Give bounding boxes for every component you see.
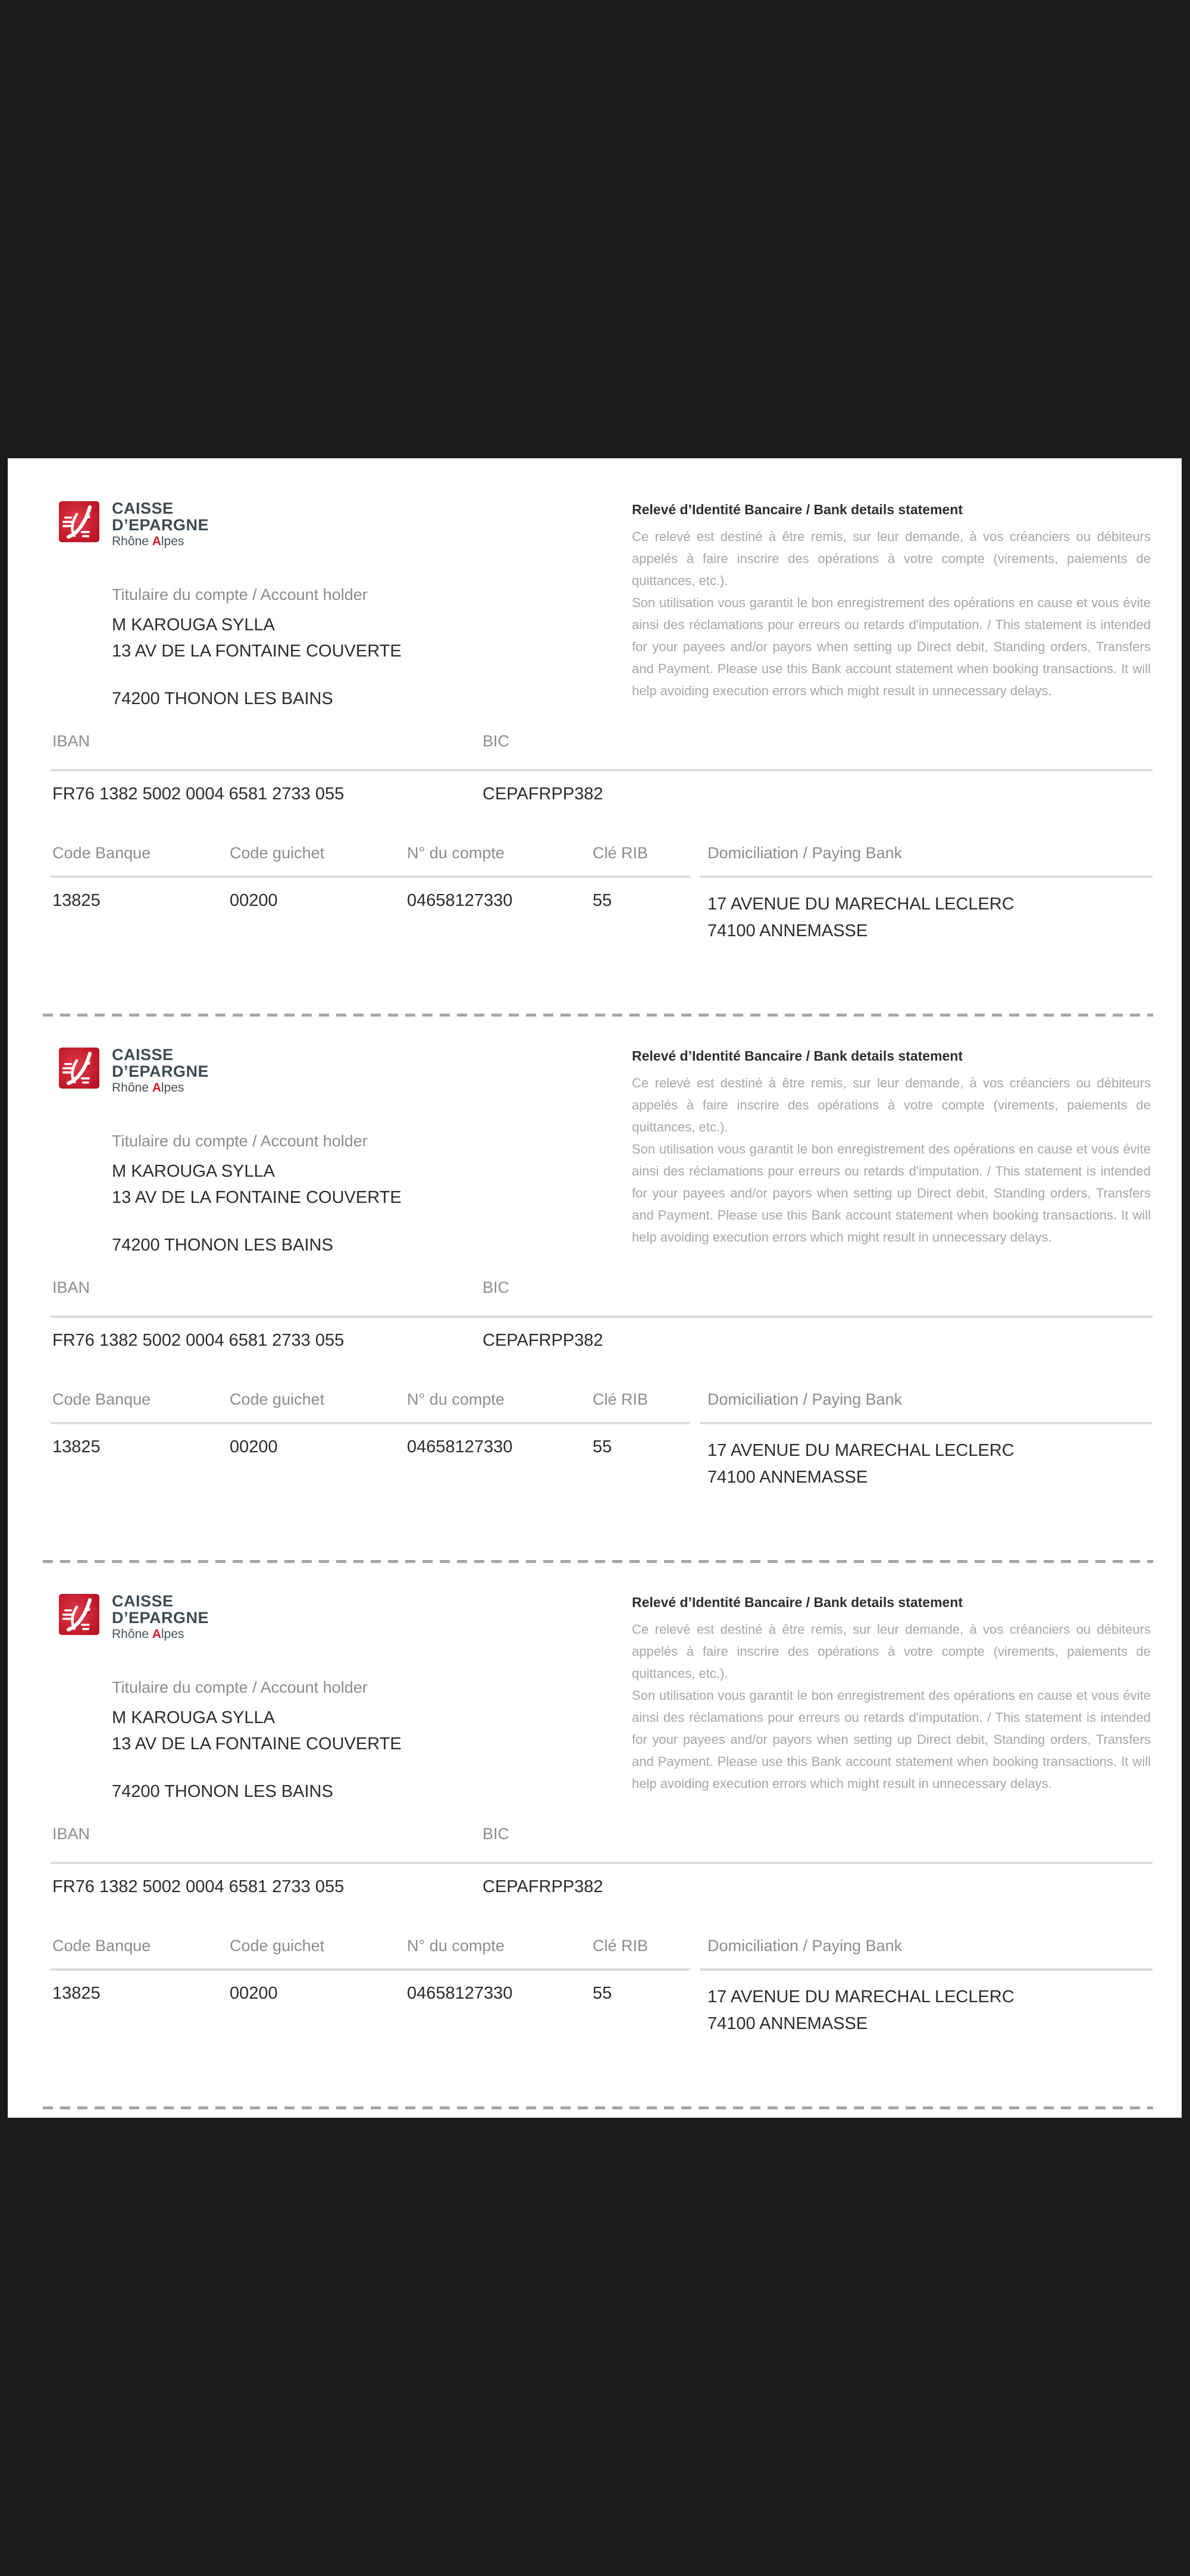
iban-value: FR76 1382 5002 0004 6581 2733 055 bbox=[52, 1331, 345, 1350]
cell-code-banque: 13825 bbox=[52, 891, 101, 910]
rib-copy bbox=[8, 1594, 1182, 2118]
statement-title: Relevé d’Identité Bancaire / Bank details statement bbox=[632, 1048, 963, 1064]
table-header-divider-left bbox=[51, 1968, 690, 1971]
col-header-cle-rib: Clé RIB bbox=[593, 1937, 649, 1955]
cell-code-guichet: 00200 bbox=[230, 891, 278, 910]
iban-label: IBAN bbox=[52, 732, 90, 750]
col-header-code-guichet: Code guichet bbox=[230, 1390, 325, 1408]
brand-region-accent: A bbox=[152, 534, 161, 548]
col-header-code-guichet: Code guichet bbox=[230, 1937, 325, 1955]
statement-intro-bilingual: Son utilisation vous garantit le bon enregistrement des opérations en cause et vous évite ainsi des réclamations pour erreurs ou retards d'imputation. / This statement is intended for your payees and/or payors when setting up Direct debit, Standing orders, Transfers and Payment. Please use this Bank account statement when booking transactions. It will help avoiding execution errors which might result in unnecessary delays. bbox=[632, 1142, 1151, 1245]
cut-line-separator bbox=[43, 2106, 1153, 2109]
col-header-cle-rib: Clé RIB bbox=[593, 844, 649, 862]
caisse-epargne-logo bbox=[59, 1048, 209, 1095]
brand-region-suffix: lpes bbox=[161, 534, 184, 548]
cell-code-guichet: 00200 bbox=[230, 1437, 278, 1456]
cell-cle-rib: 55 bbox=[593, 1437, 612, 1456]
cell-code-guichet: 00200 bbox=[230, 1984, 278, 2003]
iban-label: IBAN bbox=[52, 1278, 90, 1296]
cut-line-separator bbox=[43, 1560, 1153, 1563]
account-holder-address: 13 AV DE LA FONTAINE COUVERTE bbox=[112, 1734, 402, 1753]
cell-numero-compte: 04658127330 bbox=[407, 1437, 513, 1456]
brand-wordmark bbox=[112, 1593, 209, 1642]
domiciliation-line1: 17 AVENUE DU MARECHAL LECLERC bbox=[707, 1987, 1014, 2006]
account-holder-label: Titulaire du compte / Account holder bbox=[112, 586, 368, 604]
iban-value: FR76 1382 5002 0004 6581 2733 055 bbox=[52, 1877, 345, 1896]
iban-section-divider bbox=[51, 1862, 1153, 1864]
statement-title: Relevé d’Identité Bancaire / Bank details statement bbox=[632, 502, 963, 517]
rib-block bbox=[8, 1048, 1182, 1594]
table-header-divider-right bbox=[700, 1422, 1153, 1424]
rib-document bbox=[8, 458, 1182, 2118]
cell-cle-rib: 55 bbox=[593, 891, 612, 910]
caisse-epargne-logo bbox=[59, 1594, 209, 1642]
cell-domiciliation bbox=[707, 1984, 1014, 2037]
brand-name-line2: D’EPARGNE bbox=[112, 1062, 209, 1080]
brand-region-accent: A bbox=[152, 1627, 161, 1641]
account-holder-label: Titulaire du compte / Account holder bbox=[112, 1132, 368, 1150]
table-header-divider-left bbox=[51, 1422, 690, 1424]
account-holder-address: 13 AV DE LA FONTAINE COUVERTE bbox=[112, 642, 402, 661]
domiciliation-line2: 74100 ANNEMASSE bbox=[707, 2014, 868, 2033]
bic-value: CEPAFRPP382 bbox=[483, 1877, 603, 1896]
rib-block bbox=[8, 1594, 1182, 2118]
statement-intro-bilingual: Son utilisation vous garantit le bon enregistrement des opérations en cause et vous évite ainsi des réclamations pour erreurs ou retards d'imputation. / This statement is intended for your payees and/or payors when setting up Direct debit, Standing orders, Transfers and Payment. Please use this Bank account statement when booking transactions. It will help avoiding execution errors which might result in unnecessary delays. bbox=[632, 595, 1151, 698]
col-header-code-banque: Code Banque bbox=[52, 1390, 151, 1408]
caisse-epargne-squirrel-icon bbox=[59, 1594, 99, 1635]
statement-intro bbox=[632, 1072, 1151, 1248]
cell-cle-rib: 55 bbox=[593, 1984, 612, 2003]
account-holder-name: M KAROUGA SYLLA bbox=[112, 1708, 275, 1727]
table-header-divider-right bbox=[700, 1968, 1153, 1971]
col-header-code-guichet: Code guichet bbox=[230, 844, 325, 862]
col-header-numero-compte: N° du compte bbox=[407, 844, 505, 862]
cell-domiciliation bbox=[707, 1437, 1014, 1491]
account-holder-city: 74200 THONON LES BAINS bbox=[112, 1236, 333, 1255]
caisse-epargne-squirrel-icon bbox=[59, 501, 99, 542]
brand-region-suffix: lpes bbox=[161, 1627, 184, 1641]
table-header-divider-right bbox=[700, 876, 1153, 878]
iban-section-divider bbox=[51, 769, 1153, 771]
cell-code-banque: 13825 bbox=[52, 1437, 101, 1456]
rib-copy bbox=[8, 501, 1182, 1048]
col-header-cle-rib: Clé RIB bbox=[593, 1390, 649, 1408]
brand-region bbox=[112, 1081, 209, 1095]
brand-region bbox=[112, 1627, 209, 1642]
bic-label: BIC bbox=[483, 732, 510, 750]
cell-numero-compte: 04658127330 bbox=[407, 891, 513, 910]
cell-code-banque: 13825 bbox=[52, 1984, 101, 2003]
statement-intro bbox=[632, 526, 1151, 702]
domiciliation-line2: 74100 ANNEMASSE bbox=[707, 921, 868, 940]
caisse-epargne-squirrel-icon bbox=[59, 1048, 99, 1089]
bic-value: CEPAFRPP382 bbox=[483, 1331, 603, 1350]
bic-label: BIC bbox=[483, 1278, 510, 1296]
statement-title: Relevé d’Identité Bancaire / Bank details statement bbox=[632, 1595, 963, 1610]
brand-name-line1: CAISSE bbox=[112, 1046, 174, 1064]
brand-name-line2: D’EPARGNE bbox=[112, 1609, 209, 1627]
statement-intro-french: Ce relevé est destiné à être remis, sur leur demande, à vos créanciers ou débiteurs appelés à faire inscrire des opérations à votre compte (virements, paiements de quittances, etc.). bbox=[632, 529, 1151, 588]
account-holder-address: 13 AV DE LA FONTAINE COUVERTE bbox=[112, 1188, 402, 1207]
account-holder-city: 74200 THONON LES BAINS bbox=[112, 689, 333, 708]
statement-intro bbox=[632, 1618, 1151, 1795]
cut-line-separator bbox=[43, 1014, 1153, 1017]
brand-region-prefix: Rhône bbox=[112, 1081, 152, 1095]
cell-numero-compte: 04658127330 bbox=[407, 1984, 513, 2003]
brand-name-line1: CAISSE bbox=[112, 499, 174, 517]
brand-wordmark bbox=[112, 500, 209, 549]
account-holder-name: M KAROUGA SYLLA bbox=[112, 615, 275, 634]
statement-intro-french: Ce relevé est destiné à être remis, sur leur demande, à vos créanciers ou débiteurs appelés à faire inscrire des opérations à votre compte (virements, paiements de quittances, etc.). bbox=[632, 1076, 1151, 1134]
bic-value: CEPAFRPP382 bbox=[483, 784, 603, 804]
statement-intro-bilingual: Son utilisation vous garantit le bon enregistrement des opérations en cause et vous évite ainsi des réclamations pour erreurs ou retards d'imputation. / This statement is intended for your payees and/or payors when setting up Direct debit, Standing orders, Transfers and Payment. Please use this Bank account statement when booking transactions. It will help avoiding execution errors which might result in unnecessary delays. bbox=[632, 1688, 1151, 1791]
col-header-domiciliation: Domiciliation / Paying Bank bbox=[707, 1937, 903, 1955]
brand-name-line1: CAISSE bbox=[112, 1592, 174, 1610]
brand-region bbox=[112, 534, 209, 549]
bic-label: BIC bbox=[483, 1825, 510, 1843]
domiciliation-line2: 74100 ANNEMASSE bbox=[707, 1468, 868, 1487]
brand-region-prefix: Rhône bbox=[112, 1627, 152, 1641]
table-header-divider-left bbox=[51, 876, 690, 878]
domiciliation-line1: 17 AVENUE DU MARECHAL LECLERC bbox=[707, 1441, 1014, 1460]
brand-region-accent: A bbox=[152, 1081, 161, 1095]
col-header-code-banque: Code Banque bbox=[52, 1937, 151, 1955]
col-header-domiciliation: Domiciliation / Paying Bank bbox=[707, 844, 903, 862]
col-header-domiciliation: Domiciliation / Paying Bank bbox=[707, 1390, 903, 1408]
brand-region-suffix: lpes bbox=[161, 1081, 184, 1095]
rib-block bbox=[8, 501, 1182, 1048]
account-holder-label: Titulaire du compte / Account holder bbox=[112, 1678, 368, 1696]
col-header-numero-compte: N° du compte bbox=[407, 1390, 505, 1408]
brand-region-prefix: Rhône bbox=[112, 534, 152, 548]
caisse-epargne-logo bbox=[59, 501, 209, 549]
col-header-numero-compte: N° du compte bbox=[407, 1937, 505, 1955]
brand-name-line2: D’EPARGNE bbox=[112, 516, 209, 534]
rib-copy bbox=[8, 1048, 1182, 1594]
col-header-code-banque: Code Banque bbox=[52, 844, 151, 862]
iban-section-divider bbox=[51, 1315, 1153, 1318]
cell-domiciliation bbox=[707, 891, 1014, 945]
account-holder-city: 74200 THONON LES BAINS bbox=[112, 1782, 333, 1801]
iban-label: IBAN bbox=[52, 1825, 90, 1843]
iban-value: FR76 1382 5002 0004 6581 2733 055 bbox=[52, 784, 345, 804]
brand-wordmark bbox=[112, 1046, 209, 1095]
account-holder-name: M KAROUGA SYLLA bbox=[112, 1162, 275, 1181]
domiciliation-line1: 17 AVENUE DU MARECHAL LECLERC bbox=[707, 895, 1014, 914]
statement-intro-french: Ce relevé est destiné à être remis, sur leur demande, à vos créanciers ou débiteurs appelés à faire inscrire des opérations à votre compte (virements, paiements de quittances, etc.). bbox=[632, 1622, 1151, 1681]
